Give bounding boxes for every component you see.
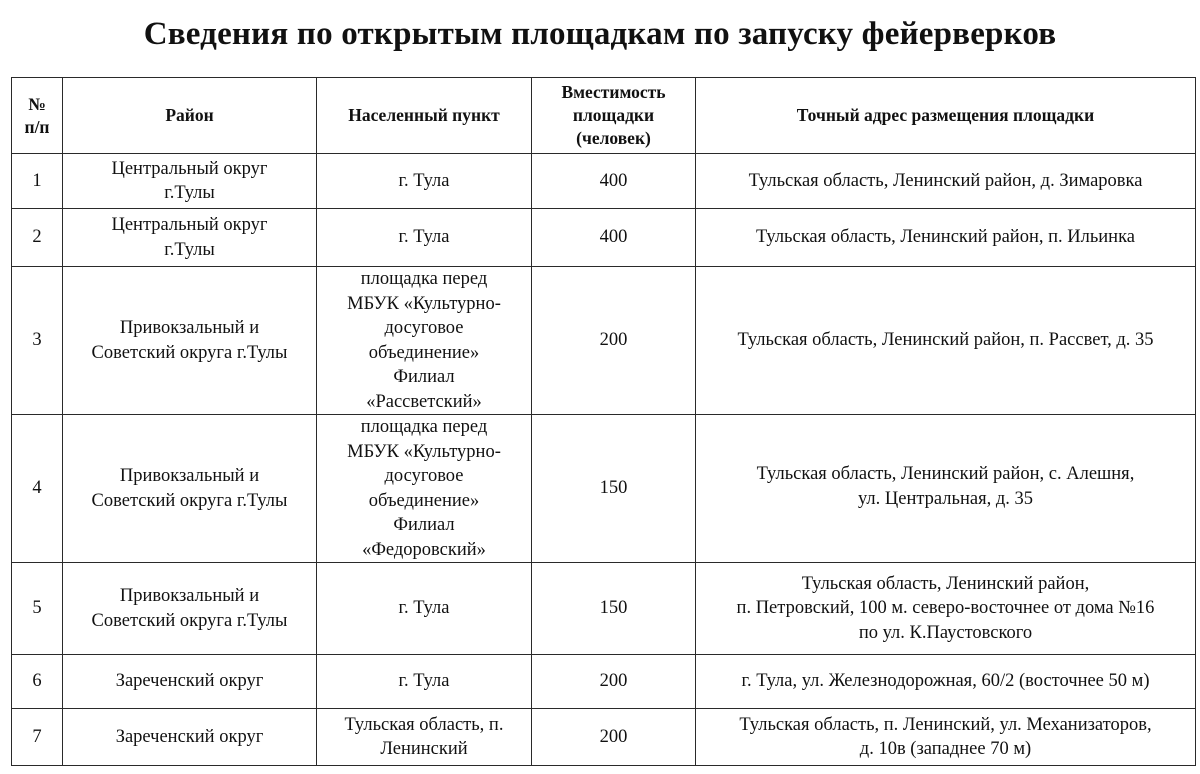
cell-settlement: г. Тула	[317, 655, 532, 709]
cell-num: 4	[12, 415, 63, 563]
table-row	[12, 415, 1196, 563]
cell-capacity: 400	[532, 209, 696, 267]
cell-num: 2	[12, 209, 63, 267]
cell-district: Привокзальный и Советский округа г.Тулы	[63, 267, 317, 415]
cell-capacity: 400	[532, 154, 696, 209]
cell-address: Тульская область, Ленинский район, п. Рассвет, д. 35	[696, 267, 1196, 415]
cell-address: Тульская область, Ленинский район, д. Зимаровка	[696, 154, 1196, 209]
cell-address: Тульская область, Ленинский район, п. Петровский, 100 м. северо-восточнее от дома №16 по ул. К.Паустовского	[696, 563, 1196, 655]
document-title: Сведения по открытым площадкам по запуску фейерверков	[143, 16, 1057, 52]
cell-capacity: 200	[532, 267, 696, 415]
table-row	[12, 655, 1196, 709]
cell-settlement: площадка перед МБУК «Культурно- досуговое объединение» Филиал «Федоровский»	[317, 415, 532, 563]
cell-district: Центральный округ г.Тулы	[63, 209, 317, 267]
table-row	[12, 709, 1196, 766]
header-district: Район	[63, 78, 317, 154]
header-capacity: Вместимость площадки (человек)	[532, 78, 696, 154]
table-header-row	[12, 78, 1196, 154]
cell-num: 1	[12, 154, 63, 209]
header-address: Точный адрес размещения площадки	[696, 78, 1196, 154]
cell-num: 6	[12, 655, 63, 709]
cell-address: Тульская область, Ленинский район, п. Ильинка	[696, 209, 1196, 267]
cell-settlement: г. Тула	[317, 209, 532, 267]
header-settlement: Населенный пункт	[317, 78, 532, 154]
cell-district: Привокзальный и Советский округа г.Тулы	[63, 415, 317, 563]
cell-settlement: г. Тула	[317, 563, 532, 655]
cell-num: 3	[12, 267, 63, 415]
cell-settlement: Тульская область, п. Ленинский	[317, 709, 532, 766]
cell-district: Привокзальный и Советский округа г.Тулы	[63, 563, 317, 655]
table-row	[12, 563, 1196, 655]
fireworks-sites-table	[11, 77, 1196, 766]
header-num: № п/п	[12, 78, 63, 154]
cell-address: Тульская область, Ленинский район, с. Алешня, ул. Центральная, д. 35	[696, 415, 1196, 563]
table-row	[12, 154, 1196, 209]
cell-settlement: г. Тула	[317, 154, 532, 209]
cell-address: Тульская область, п. Ленинский, ул. Механизаторов, д. 10в (западнее 70 м)	[696, 709, 1196, 766]
cell-district: Центральный округ г.Тулы	[63, 154, 317, 209]
cell-num: 5	[12, 563, 63, 655]
cell-capacity: 200	[532, 655, 696, 709]
cell-capacity: 150	[532, 415, 696, 563]
table-row	[12, 209, 1196, 267]
cell-district: Зареченский округ	[63, 655, 317, 709]
cell-num: 7	[12, 709, 63, 766]
cell-capacity: 200	[532, 709, 696, 766]
table-row	[12, 267, 1196, 415]
cell-settlement: площадка перед МБУК «Культурно- досуговое объединение» Филиал «Рассветский»	[317, 267, 532, 415]
cell-address: г. Тула, ул. Железнодорожная, 60/2 (восточнее 50 м)	[696, 655, 1196, 709]
cell-capacity: 150	[532, 563, 696, 655]
cell-district: Зареченский округ	[63, 709, 317, 766]
